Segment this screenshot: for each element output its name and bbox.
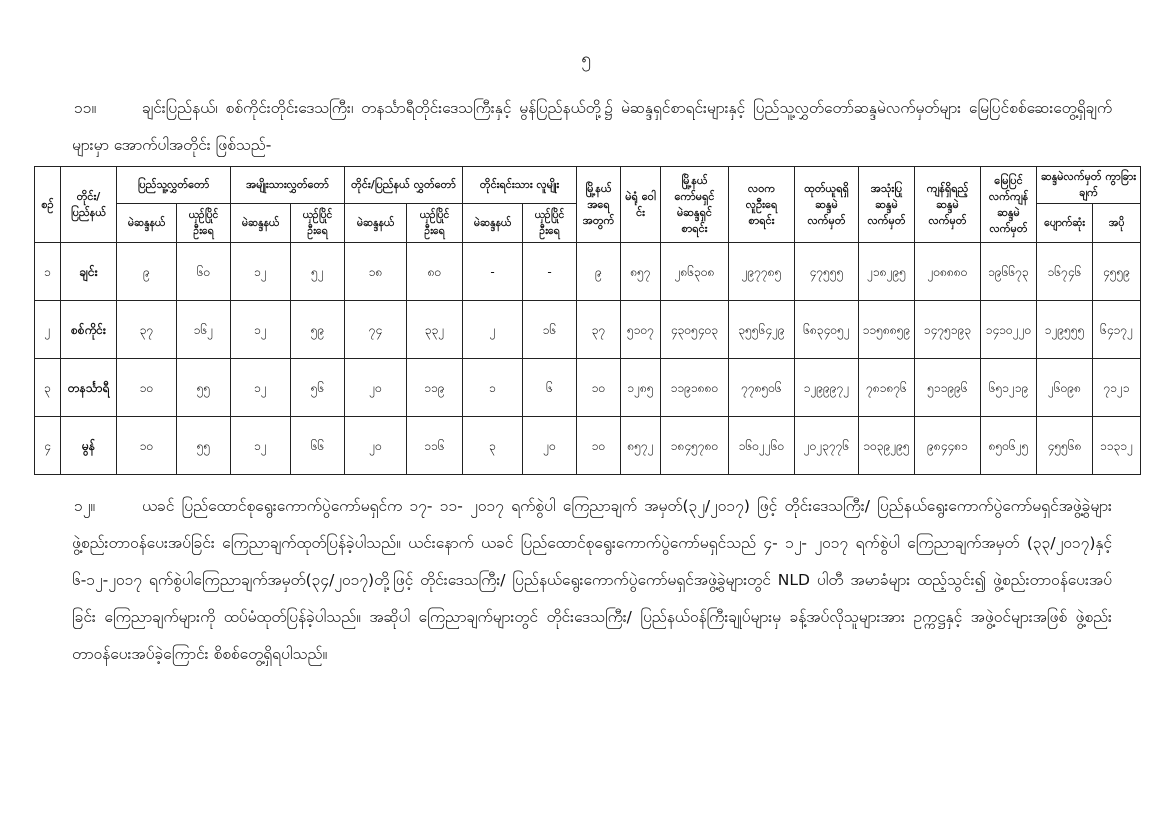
table-cell: ၂၀ — [345, 359, 407, 417]
table-cell: ၁၀၃၉၂၉၅ — [859, 417, 915, 475]
table-cell: ၁၂၉၉၉၇၂ — [795, 359, 859, 417]
table-cell: ၄၅၅၉ — [1093, 243, 1141, 301]
header-no: စဉ် — [35, 167, 61, 243]
header-state-hluttaw: တိုင်း/ပြည်နယ် လွှတ်တော် — [345, 167, 463, 204]
table-cell: ၁၄၁၀၂၂၀ — [981, 301, 1037, 359]
table-cell: ၇၈၁၈၇၆ — [859, 359, 915, 417]
table-cell: ၁၂ — [231, 359, 291, 417]
header-ground-ballots: မြေပြင် လက်ကျန် ဆန္ဒမဲ လက်မှတ် — [981, 167, 1037, 243]
table-row — [35, 243, 1141, 301]
table-cell: ၃၇ — [117, 301, 177, 359]
table-cell: ၂၁၈၂၉၅ — [859, 243, 915, 301]
table-cell: ၁၈ — [345, 243, 407, 301]
row-number: ၂ — [35, 301, 61, 359]
table-cell: ၁၂ — [231, 243, 291, 301]
header-stations: မဲရုံ ဝေါင်း — [621, 167, 661, 243]
table-cell: ၈၅၀၆၂၅ — [981, 417, 1037, 475]
table-row — [35, 359, 1141, 417]
table-cell: ၆၀ — [177, 243, 231, 301]
row-region: မွန် — [61, 417, 117, 475]
header-uec-voters: မြို့နယ် ကော်မရှင် မဲဆန္ဒရှင် စာရင်း — [661, 167, 729, 243]
table-cell: ၁၄၇၅၁၉၃ — [915, 301, 981, 359]
paragraph-number: ၁၂။ — [74, 497, 96, 515]
table-cell: ၁၉၆၆၇၃ — [981, 243, 1037, 301]
subheader-candidates: ယှဉ်ပြိုင် ဦးရေ — [407, 204, 463, 243]
header-townships: မြို့နယ် အရေ အတွက် — [577, 167, 621, 243]
table-cell: ၃၅၅၆၄၂၉ — [729, 301, 795, 359]
table-cell: ၆၈၃၄၀၅၂ — [795, 301, 859, 359]
table-cell: ၃၃၂ — [407, 301, 463, 359]
table-cell: ၉ — [117, 243, 177, 301]
table-cell: ၇၄ — [345, 301, 407, 359]
table-cell: - — [463, 243, 523, 301]
table-cell: ၈၅၇ — [621, 243, 661, 301]
table-cell: ၂၈၆၃၀၈ — [661, 243, 729, 301]
table-cell: - — [523, 243, 577, 301]
table-cell: ၁၆ — [523, 301, 577, 359]
paragraph-11 — [72, 90, 1112, 164]
row-region: ချင်း — [61, 243, 117, 301]
paragraph-12 — [72, 488, 1112, 673]
table-cell: ၆၆ — [291, 417, 345, 475]
page-number: ၅ — [581, 49, 591, 69]
table-cell: ၅၅ — [177, 359, 231, 417]
table-cell: ၈၀ — [407, 243, 463, 301]
table-cell: ၉ — [577, 243, 621, 301]
table-cell: ၁၁၉ — [407, 359, 463, 417]
subheader-excess: အပို — [1093, 204, 1141, 243]
header-discrepancy: ဆန္ဒမဲလက်မှတ် ကွာခြားချက် — [1037, 167, 1141, 204]
table-cell: ၆ — [523, 359, 577, 417]
subheader-constituency: မဲဆန္ဒနယ် — [231, 204, 291, 243]
table-cell: ၁၁၆ — [407, 417, 463, 475]
table-cell: ၂၆၀၉၈ — [1037, 359, 1093, 417]
table-body — [35, 243, 1141, 475]
table-cell: ၂၀၈၈၈၀ — [915, 243, 981, 301]
table-cell: ၅၉ — [291, 301, 345, 359]
row-number: ၃ — [35, 359, 61, 417]
table-cell: ၄၇၅၅၅ — [795, 243, 859, 301]
table-cell: ၁ — [463, 359, 523, 417]
table-row — [35, 417, 1141, 475]
table-cell: ၄၅၅၆၈ — [1037, 417, 1093, 475]
table-cell: ၆၄၁၇၂ — [1093, 301, 1141, 359]
table-cell: ၃၇ — [577, 301, 621, 359]
row-number: ၄ — [35, 417, 61, 475]
paragraph-text: ချင်းပြည်နယ်၊ စစ်ကိုင်းတိုင်းဒေသကြီး၊ တနင်္သာရီတိုင်းဒေသကြီးနှင့် မွန်ပြည်နယ်တို့၌ မဲဆန္ဒရှင်စာရင်းများနှင့် ပြည်သူ့လွှတ်တော်ဆန္ဒမဲလက်မှတ်များ မြေပြင်စစ်ဆေးတွေ့ရှိချက်များမှာ အောက်ပါအတိုင်း ဖြစ်သည်- — [72, 99, 1112, 154]
row-region: တနင်္သာရီ — [61, 359, 117, 417]
table-cell: ၁၀ — [577, 417, 621, 475]
table-cell: ၅၆ — [291, 359, 345, 417]
subheader-constituency: မဲဆန္ဒနယ် — [117, 204, 177, 243]
table-cell: ၇၇၈၅၀၆ — [729, 359, 795, 417]
table-row — [35, 301, 1141, 359]
table-cell: ၂၀၂၃၇၇၆ — [795, 417, 859, 475]
table-cell: ၁၀ — [117, 417, 177, 475]
table-cell: ၅၁၀၇ — [621, 301, 661, 359]
table-cell: ၅၁၁၉၉၆ — [915, 359, 981, 417]
header-remaining-ballots: ကျန်ရှိရည့် ဆန္ဒမဲ လက်မှတ် — [915, 167, 981, 243]
ballot-inspection-table — [34, 166, 1141, 475]
row-number: ၁ — [35, 243, 61, 301]
table-cell: ၁၀ — [117, 359, 177, 417]
row-region: စစ်ကိုင်း — [61, 301, 117, 359]
subheader-candidates: ယှဉ်ပြိုင် ဦးရေ — [523, 204, 577, 243]
table-cell: ၁၂ — [231, 417, 291, 475]
subheader-missing: ပျောက်ဆုံး — [1037, 204, 1093, 243]
table-cell: ၂ — [463, 301, 523, 359]
table-cell: ၁၈၄၅၇၈၀ — [661, 417, 729, 475]
table-cell: ၁၁၅၈၈၅၉ — [859, 301, 915, 359]
table-cell: ၂၀ — [523, 417, 577, 475]
table-cell: ၅၅ — [177, 417, 231, 475]
table-cell: ၄၃၀၅၄၀၃ — [661, 301, 729, 359]
table-cell: ၁၂ — [231, 301, 291, 359]
table-cell: ၉၈၄၄၈၁ — [915, 417, 981, 475]
subheader-candidates: ယှဉ်ပြိုင် ဦးရေ — [177, 204, 231, 243]
table-cell: ၁၂၉၅၅၅ — [1037, 301, 1093, 359]
table-cell: ၅၂ — [291, 243, 345, 301]
table-cell: ၁၁၃၁၂ — [1093, 417, 1141, 475]
header-region: တိုင်း/ ပြည်နယ် — [61, 167, 117, 243]
header-printed-ballots: ထုတ်ယူရရှိ ဆန္ဒမဲ လက်မှတ် — [795, 167, 859, 243]
header-amyotha: အမျိုးသားလွှတ်တော် — [231, 167, 345, 204]
table-cell: ၂၀ — [345, 417, 407, 475]
paragraph-number: ၁၁။ — [74, 99, 97, 117]
table-cell: ၇၁၂၁ — [1093, 359, 1141, 417]
subheader-constituency: မဲဆန္ဒနယ် — [345, 204, 407, 243]
table-cell: ၆၅၁၂၁၉ — [981, 359, 1037, 417]
table-cell: ၁၂၈၅ — [621, 359, 661, 417]
subheader-candidates: ယှဉ်ပြိုင် ဦးရေ — [291, 204, 345, 243]
header-labor-voters: လဝက လူဦးရေ စာရင်း — [729, 167, 795, 243]
table-cell: ၃ — [463, 417, 523, 475]
header-ethnic: တိုင်းရင်းသား လူမျိုး — [463, 167, 577, 204]
table-cell: ၁၆၂ — [177, 301, 231, 359]
table-cell: ၁၀ — [577, 359, 621, 417]
header-used-ballots: အသုံးပြု ဆန္ဒမဲ လက်မှတ် — [859, 167, 915, 243]
table-cell: ၁၁၉၁၈၈၀ — [661, 359, 729, 417]
subheader-constituency: မဲဆန္ဒနယ် — [463, 204, 523, 243]
table-cell: ၁၆၀၂၂၆၀ — [729, 417, 795, 475]
paragraph-text: ယခင် ပြည်ထောင်စုရွေးကောက်ပွဲကော်မရှင်က ၁၇- ၁၁- ၂၀၁၇ ရက်စွဲပါ ကြေညာချက် အမှတ်(၃၂/၂၀၁၇) ဖြင့် တိုင်းဒေသကြီး/ ပြည်နယ်ရွေးကောက်ပွဲကော်မရှင်အဖွဲ့ခွဲများ ဖွဲ့စည်းတာဝန်ပေးအပ်ခြင်း ကြေညာချက်ထုတ်ပြန်ခဲ့ပါသည်။ ယင်းနောက် ယခင် ပြည်ထောင်စုရွေးကောက်ပွဲကော်မရှင်သည် ၄- ၁၂- ၂၀၁၇ ရက်စွဲပါ ကြေညာချက်အမှတ် (၃၃/၂၀၁၇)နှင့် ၆-၁၂-၂၀၁၇ ရက်စွဲပါကြေညာချက်အမှတ်(၃၄/၂၀၁၇)တို့ဖြင့် တိုင်းဒေသကြီး/ ပြည်နယ်ရွေးကောက်ပွဲကော်မရှင်အဖွဲ့ခွဲများတွင် NLD ပါတီ အမာခံများ ထည့်သွင်း၍ ဖွဲ့စည်းတာဝန်ပေးအပ်ခြင်း ကြေညာချက်များကို ထပ်မံထုတ်ပြန်ခဲ့ပါသည်။ အဆိုပါ ကြေညာချက်များတွင် တိုင်းဒေသကြီး/ ပြည်နယ်ဝန်ကြီးချုပ်များမှ ခန့်အပ်လိုသူများအား ဥက္ကဋ္ဌနှင့် အဖွဲ့ဝင်များအဖြစ် ဖွဲ့စည်းတာဝန်ပေးအပ်ခဲ့ကြောင်း စိစစ်တွေ့ရှိရပါသည်။ — [72, 497, 1113, 663]
table-cell: ၈၅၇၂ — [621, 417, 661, 475]
header-pyithu: ပြည်သူ့လွှတ်တော် — [117, 167, 231, 204]
table-cell: ၁၆၇၄၆ — [1037, 243, 1093, 301]
table-cell: ၂၉၇၇၈၅ — [729, 243, 795, 301]
